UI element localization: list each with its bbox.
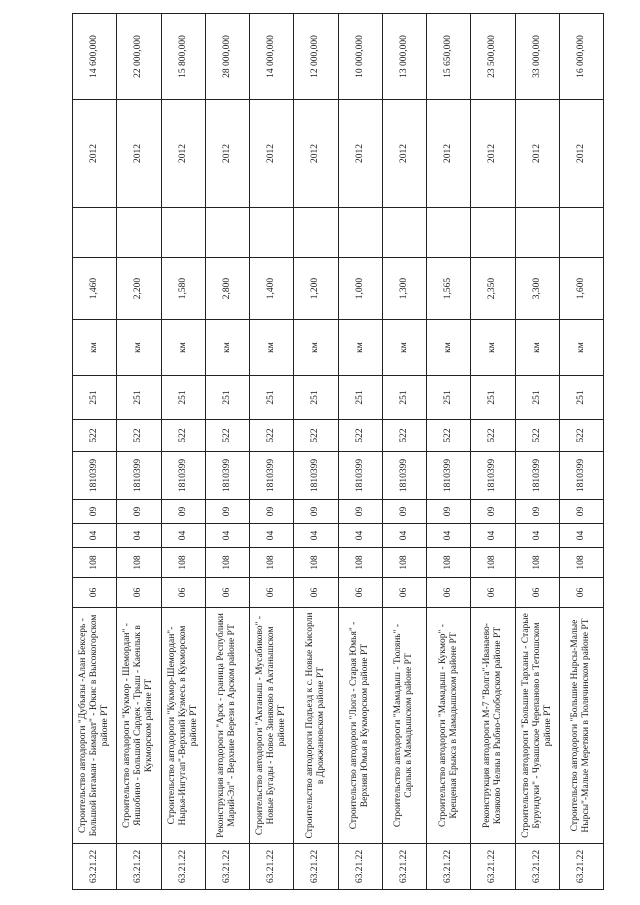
cell-qty: 1,600 xyxy=(559,258,603,320)
cell-c7: 251 xyxy=(161,376,205,420)
cell-year: 2012 xyxy=(250,100,294,208)
cell-c7: 251 xyxy=(117,376,161,420)
cell-name: Реконструкция автодороги "Арск - граница Республики Марий-Эл" - Верхние Верези в Арском районе РТ xyxy=(205,608,249,844)
cell-amount: 33 000,000 xyxy=(515,14,559,100)
cell-c3: 04 xyxy=(250,524,294,548)
table-row xyxy=(117,14,161,890)
table-row xyxy=(205,14,249,890)
cell-amount: 16 000,000 xyxy=(559,14,603,100)
cell-c5: 1810399 xyxy=(117,452,161,500)
empty-cell xyxy=(250,208,294,258)
cell-unit: км xyxy=(73,320,117,376)
cell-c3: 04 xyxy=(161,524,205,548)
cell-c4: 09 xyxy=(73,500,117,524)
cell-c5: 1810399 xyxy=(427,452,471,500)
cell-name: Строительство автодороги "Дубъязы -Алан Бексерь - Большой Битаман - Бимарат" - Юкис в Высокогорском районе РТ xyxy=(73,608,117,844)
cell-amount: 15 800,000 xyxy=(161,14,205,100)
cell-c3: 04 xyxy=(515,524,559,548)
cell-c3: 04 xyxy=(205,524,249,548)
cell-c4: 09 xyxy=(205,500,249,524)
road-construction-table xyxy=(72,13,604,890)
cell-c4: 09 xyxy=(250,500,294,524)
cell-amount: 13 000,000 xyxy=(382,14,426,100)
cell-c2: 108 xyxy=(338,548,382,578)
cell-c3: 04 xyxy=(382,524,426,548)
cell-c1: 06 xyxy=(471,578,515,608)
cell-code: 63.21.22 xyxy=(338,844,382,890)
cell-qty: 3,300 xyxy=(515,258,559,320)
cell-unit: км xyxy=(471,320,515,376)
cell-c7: 251 xyxy=(73,376,117,420)
cell-name: Строительство автодороги "Актаныш - Мусабиково" - Новые Бугады - Новое Зиняково в Актанышском районе РТ xyxy=(250,608,294,844)
empty-cell xyxy=(471,208,515,258)
cell-c5: 1810399 xyxy=(73,452,117,500)
cell-year: 2012 xyxy=(427,100,471,208)
table-row xyxy=(338,14,382,890)
cell-unit: км xyxy=(427,320,471,376)
cell-c6: 522 xyxy=(161,420,205,452)
cell-year: 2012 xyxy=(382,100,426,208)
cell-year: 2012 xyxy=(559,100,603,208)
cell-c3: 04 xyxy=(559,524,603,548)
cell-amount: 10 000,000 xyxy=(338,14,382,100)
cell-c7: 251 xyxy=(294,376,338,420)
cell-c3: 04 xyxy=(471,524,515,548)
cell-c2: 108 xyxy=(73,548,117,578)
cell-name: Строительство автодороги "Кукмор - Шемордан" - Яншобино - Большой Сардек - Трыш - Каенлык в Кукморском районе РТ xyxy=(117,608,161,844)
table-row xyxy=(161,14,205,890)
cell-c2: 108 xyxy=(161,548,205,578)
cell-c2: 108 xyxy=(205,548,249,578)
cell-c6: 522 xyxy=(73,420,117,452)
table-row xyxy=(515,14,559,890)
cell-c6: 522 xyxy=(559,420,603,452)
cell-year: 2012 xyxy=(294,100,338,208)
cell-c7: 251 xyxy=(559,376,603,420)
cell-c6: 522 xyxy=(117,420,161,452)
cell-c5: 1810399 xyxy=(382,452,426,500)
cell-code: 63.21.22 xyxy=(427,844,471,890)
empty-cell xyxy=(73,208,117,258)
cell-c6: 522 xyxy=(338,420,382,452)
cell-year: 2012 xyxy=(205,100,249,208)
cell-c7: 251 xyxy=(382,376,426,420)
cell-c2: 108 xyxy=(382,548,426,578)
cell-unit: км xyxy=(382,320,426,376)
cell-code: 63.21.22 xyxy=(559,844,603,890)
cell-unit: км xyxy=(338,320,382,376)
cell-amount: 23 500,000 xyxy=(471,14,515,100)
cell-c1: 06 xyxy=(515,578,559,608)
cell-name: Строительство автодороги Подъезд к с. Новые Кисорли в Дрожжановском районе РТ xyxy=(294,608,338,844)
cell-c6: 522 xyxy=(515,420,559,452)
cell-c5: 1810399 xyxy=(294,452,338,500)
cell-c2: 108 xyxy=(515,548,559,578)
cell-code: 63.21.22 xyxy=(294,844,338,890)
cell-c2: 108 xyxy=(117,548,161,578)
cell-name: Строительство автодороги "Большие Нырсы-Малые Нырсы"-Малые Меретяки в Тюлячинском районе РТ xyxy=(559,608,603,844)
cell-unit: км xyxy=(161,320,205,376)
cell-c4: 09 xyxy=(471,500,515,524)
cell-name: Строительство автодороги "Кукмор-Шемордан"-Нырья-Ингугап"-Верхний Кузмесь в Кукморском районе РТ xyxy=(161,608,205,844)
table-row xyxy=(73,14,117,890)
cell-qty: 1,300 xyxy=(382,258,426,320)
cell-name: Строительство автодороги "Мамадыш - Тюлянь" - Сарлык в Мамадышском районе РТ xyxy=(382,608,426,844)
table-row xyxy=(250,14,294,890)
cell-code: 63.21.22 xyxy=(117,844,161,890)
cell-c3: 04 xyxy=(427,524,471,548)
cell-c5: 1810399 xyxy=(338,452,382,500)
cell-c6: 522 xyxy=(294,420,338,452)
cell-name: Строительство автодороги "Мамадыш - Кукмор" - Крещеная Ерыкса в Мамадышском районе РТ xyxy=(427,608,471,844)
cell-year: 2012 xyxy=(338,100,382,208)
cell-code: 63.21.22 xyxy=(161,844,205,890)
empty-cell xyxy=(427,208,471,258)
cell-c5: 1810399 xyxy=(161,452,205,500)
cell-c4: 09 xyxy=(161,500,205,524)
empty-cell xyxy=(294,208,338,258)
cell-code: 63.21.22 xyxy=(250,844,294,890)
cell-year: 2012 xyxy=(117,100,161,208)
cell-c1: 06 xyxy=(559,578,603,608)
cell-c6: 522 xyxy=(471,420,515,452)
table-row xyxy=(427,14,471,890)
cell-qty: 2,350 xyxy=(471,258,515,320)
cell-c1: 06 xyxy=(73,578,117,608)
cell-year: 2012 xyxy=(73,100,117,208)
cell-unit: км xyxy=(117,320,161,376)
cell-name: Реконструкция автодороги М-7 "Волга"-Иванаево-Козяково Челны в Рыбно-Слободском районе РТ xyxy=(471,608,515,844)
cell-c7: 251 xyxy=(338,376,382,420)
cell-c3: 04 xyxy=(294,524,338,548)
empty-cell xyxy=(117,208,161,258)
cell-qty: 1,580 xyxy=(161,258,205,320)
cell-amount: 14 000,000 xyxy=(250,14,294,100)
table-row xyxy=(294,14,338,890)
cell-qty: 1,400 xyxy=(250,258,294,320)
cell-c4: 09 xyxy=(338,500,382,524)
cell-year: 2012 xyxy=(515,100,559,208)
cell-qty: 1,565 xyxy=(427,258,471,320)
table-row xyxy=(382,14,426,890)
cell-qty: 1,200 xyxy=(294,258,338,320)
cell-c2: 108 xyxy=(427,548,471,578)
cell-qty: 2,200 xyxy=(117,258,161,320)
cell-code: 63.21.22 xyxy=(73,844,117,890)
cell-amount: 14 600,000 xyxy=(73,14,117,100)
cell-c1: 06 xyxy=(250,578,294,608)
rotated-table-container xyxy=(72,14,604,890)
cell-c5: 1810399 xyxy=(205,452,249,500)
cell-c1: 06 xyxy=(161,578,205,608)
cell-c6: 522 xyxy=(382,420,426,452)
cell-name: Строительство автодороги "Большие Тарханы - Старые Бурундуки" - Чувашское Черепаново в Тетюшском районе РТ xyxy=(515,608,559,844)
cell-year: 2012 xyxy=(161,100,205,208)
cell-c4: 09 xyxy=(515,500,559,524)
cell-c4: 09 xyxy=(294,500,338,524)
cell-c6: 522 xyxy=(427,420,471,452)
empty-cell xyxy=(205,208,249,258)
cell-unit: км xyxy=(559,320,603,376)
cell-c4: 09 xyxy=(427,500,471,524)
empty-cell xyxy=(559,208,603,258)
cell-c4: 09 xyxy=(559,500,603,524)
cell-year: 2012 xyxy=(471,100,515,208)
cell-c6: 522 xyxy=(250,420,294,452)
cell-c2: 108 xyxy=(471,548,515,578)
cell-c1: 06 xyxy=(427,578,471,608)
cell-c7: 251 xyxy=(471,376,515,420)
cell-c7: 251 xyxy=(205,376,249,420)
cell-code: 63.21.22 xyxy=(515,844,559,890)
cell-amount: 28 000,000 xyxy=(205,14,249,100)
cell-c6: 522 xyxy=(205,420,249,452)
cell-c1: 06 xyxy=(205,578,249,608)
cell-amount: 15 650,000 xyxy=(427,14,471,100)
cell-c3: 04 xyxy=(73,524,117,548)
empty-cell xyxy=(161,208,205,258)
cell-c7: 251 xyxy=(250,376,294,420)
cell-c1: 06 xyxy=(382,578,426,608)
empty-cell xyxy=(382,208,426,258)
cell-code: 63.21.22 xyxy=(382,844,426,890)
cell-c7: 251 xyxy=(427,376,471,420)
empty-cell xyxy=(338,208,382,258)
cell-name: Строительство автодороги "Люга - Старая Юмья" - Верхняя Юмья в Кукморском районе РТ xyxy=(338,608,382,844)
cell-c3: 04 xyxy=(117,524,161,548)
cell-c5: 1810399 xyxy=(559,452,603,500)
cell-c4: 09 xyxy=(117,500,161,524)
cell-c4: 09 xyxy=(382,500,426,524)
cell-qty: 2,800 xyxy=(205,258,249,320)
cell-c7: 251 xyxy=(515,376,559,420)
cell-qty: 1,460 xyxy=(73,258,117,320)
cell-c5: 1810399 xyxy=(250,452,294,500)
cell-unit: км xyxy=(205,320,249,376)
cell-c5: 1810399 xyxy=(515,452,559,500)
cell-c2: 108 xyxy=(250,548,294,578)
cell-code: 63.21.22 xyxy=(205,844,249,890)
cell-c1: 06 xyxy=(294,578,338,608)
cell-amount: 22 000,000 xyxy=(117,14,161,100)
cell-qty: 1,000 xyxy=(338,258,382,320)
cell-c5: 1810399 xyxy=(471,452,515,500)
cell-c1: 06 xyxy=(338,578,382,608)
cell-code: 63.21.22 xyxy=(471,844,515,890)
table-row xyxy=(559,14,603,890)
cell-unit: км xyxy=(294,320,338,376)
cell-c2: 108 xyxy=(294,548,338,578)
cell-c2: 108 xyxy=(559,548,603,578)
cell-unit: км xyxy=(250,320,294,376)
cell-amount: 12 000,000 xyxy=(294,14,338,100)
empty-cell xyxy=(515,208,559,258)
cell-unit: км xyxy=(515,320,559,376)
table-row xyxy=(471,14,515,890)
cell-c1: 06 xyxy=(117,578,161,608)
cell-c3: 04 xyxy=(338,524,382,548)
